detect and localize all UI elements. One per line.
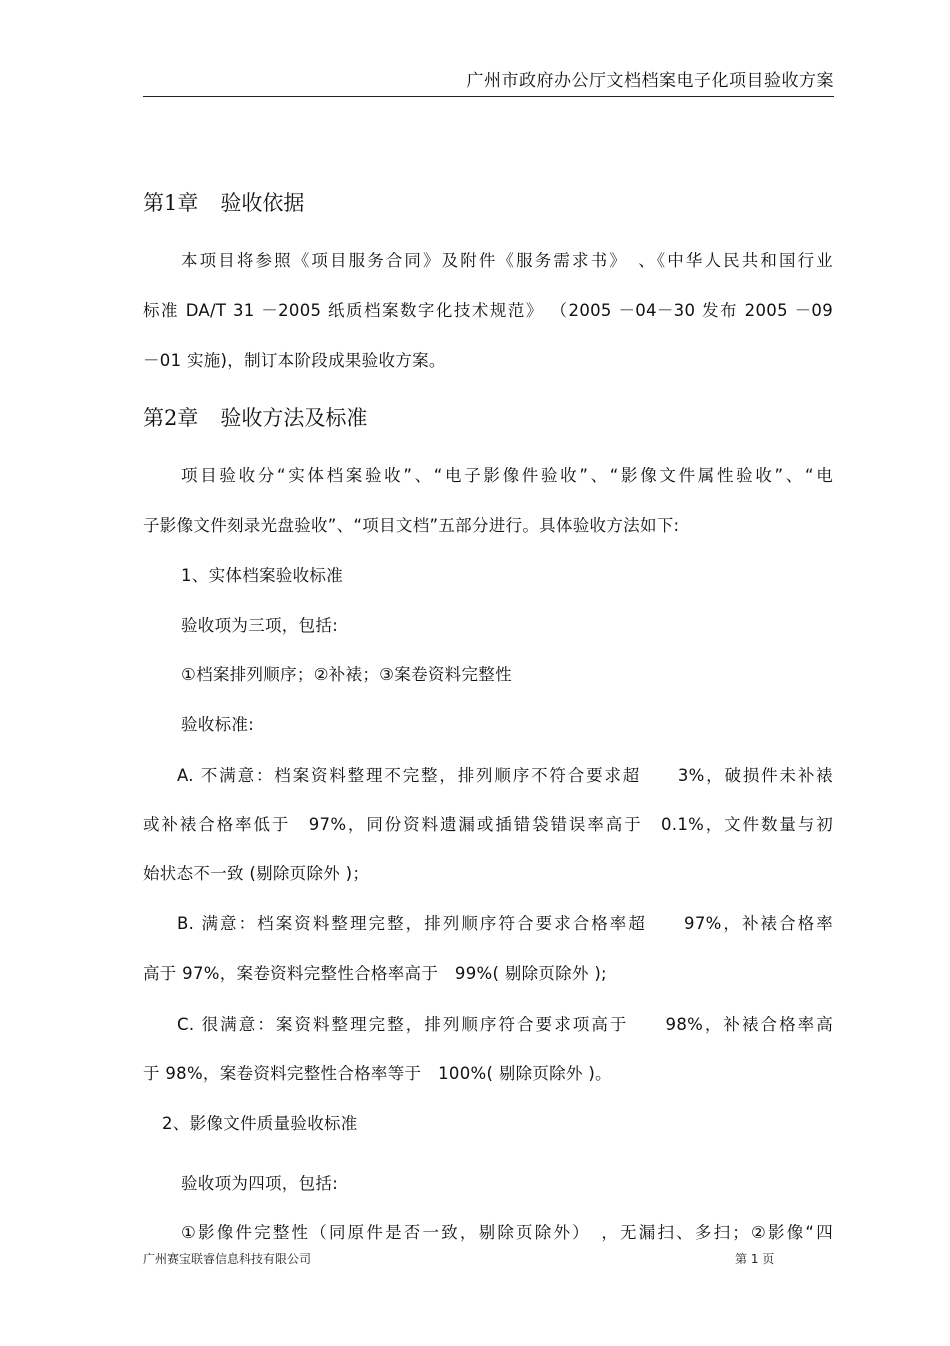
criterion-b-line: B. 满意：档案资料整理完整，排列顺序符合要求合格率超 97%，补裱合格率	[177, 914, 833, 933]
criterion-a-line: A. 不满意：档案资料整理不完整，排列顺序不符合要求超 3%，破损件未补裱	[177, 766, 833, 785]
criterion-a-line: 或补裱合格率低于 97%，同份资料遗漏或插错袋错误率高于 0.1%，文件数量与初	[143, 815, 833, 834]
chapter-1-heading	[143, 187, 304, 217]
paragraph-line: 项目验收分“实体档案验收”、“电子影像件验收”、“影像文件属性验收”、“电	[181, 466, 833, 485]
criterion-a-line: 始状态不一致 (剔除页除外 )；	[143, 864, 370, 883]
chapter-2-heading	[143, 402, 367, 432]
criterion-c-line: 于 98%，案卷资料完整性合格率等于 100%( 剔除页除外 )。	[143, 1064, 612, 1083]
criterion-c-line: C. 很满意：案资料整理完整，排列顺序符合要求项高于 98%，补裱合格率高	[177, 1015, 833, 1034]
paragraph-line: ①影像件完整性（同原件是否一致，剔除页除外） ，无漏扫、多扫；②影像“四	[181, 1223, 833, 1242]
page-header	[143, 62, 834, 97]
items-intro: 验收项为三项，包括:	[181, 616, 339, 635]
section-2-title: 2、影像文件质量验收标准	[162, 1114, 358, 1133]
chapter-number: 第1章	[143, 191, 199, 215]
items-intro: 验收项为四项，包括:	[181, 1174, 339, 1193]
chapter-number: 第2章	[143, 406, 199, 430]
standard-label: 验收标准:	[181, 715, 255, 734]
chapter-title: 验收方法及标准	[220, 406, 368, 430]
document-header-title: 广州市政府办公厅文档档案电子化项目验收方案	[466, 71, 834, 91]
paragraph-line: 本项目将参照《项目服务合同》及附件《服务需求书》 、《中华人民共和国行业	[181, 251, 833, 270]
paragraph-line: －01 实施)，制订本阶段成果验收方案。	[143, 351, 446, 370]
criterion-b-line: 高于 97%，案卷资料完整性合格率高于 99%( 剔除页除外 );	[143, 964, 607, 983]
paragraph-line: 标准 DA/T 31 －2005 纸质档案数字化技术规范》 （2005 －04－30 发布 2005 －09	[143, 301, 833, 320]
items-list: ①档案排列顺序；②补裱；③案卷资料完整性	[181, 665, 512, 684]
paragraph-line: 子影像文件刻录光盘验收”、“项目文档”五部分进行。具体验收方法如下:	[143, 516, 680, 535]
chapter-title: 验收依据	[220, 191, 305, 215]
footer-page-number: 第 1 页	[735, 1252, 775, 1266]
section-1-title: 1、实体档案验收标准	[181, 566, 343, 585]
footer-company: 广州赛宝联睿信息科技有限公司	[143, 1252, 312, 1266]
